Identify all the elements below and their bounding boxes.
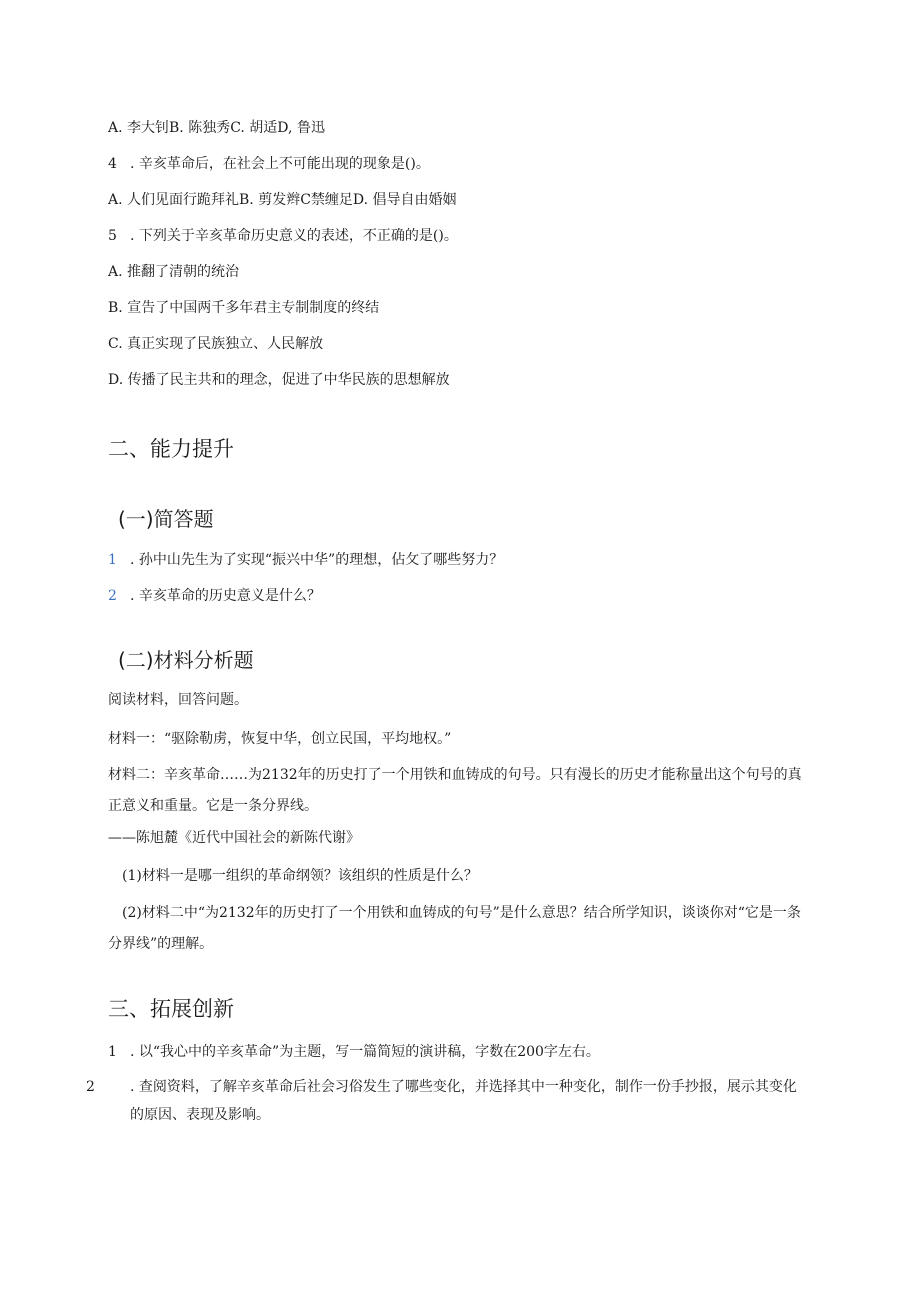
extension-task-1 bbox=[108, 1042, 600, 1062]
question-number: 2 bbox=[108, 588, 117, 604]
question-text: . 孙中山先生为了实现“振兴中华”的理想，佔攵了哪些努力？ bbox=[130, 552, 504, 568]
task-number: 1 bbox=[108, 1044, 117, 1060]
task-text: . 查阅资料，了解辛亥革命后社会习俗发生了哪些变化，并选择其中一种变化，制作一份手抄报，展示其变化的原因、表现及影响。 bbox=[130, 1079, 797, 1123]
short-answer-question-1 bbox=[108, 550, 503, 570]
extension-task-2 bbox=[86, 1073, 808, 1129]
section-heading-extension: 三、拓展创新 bbox=[108, 997, 234, 1021]
question-text: . 辛亥革命后，在社会上不可能出现的现象是()。 bbox=[130, 156, 430, 172]
q4-options: A. 人们见面行跪拜礼B. 剪发辫C禁缠足D. 倡导自由婚姻 bbox=[108, 192, 457, 208]
question-number: 5 bbox=[108, 228, 117, 244]
subsection-heading-material-analysis: (二)材料分析题 bbox=[118, 648, 254, 672]
section-heading-ability: 二、能力提升 bbox=[108, 437, 234, 461]
q5-option-a: A. 推翻了清朝的统治 bbox=[108, 264, 240, 280]
material-two: 材料二：辛亥革命……为2132年的历史打了一个用铁和血铸成的句号。只有漫长的历史才能称量出这个句号的真正意义和重量。它是一条分界线。 bbox=[108, 767, 802, 814]
material-source: ——陈旭麓《近代中国社会的新陈代谢》 bbox=[108, 830, 360, 846]
task-number: 2 bbox=[86, 1079, 95, 1095]
q5-option-c: C. 真正实现了民族独立、人民解放 bbox=[108, 336, 324, 352]
question-text: . 下列关于辛亥革命历史意义的表述，不正确的是()。 bbox=[130, 228, 458, 244]
q5-option-d: D. 传播了民主共和的理念，促进了中华民族的思想解放 bbox=[108, 372, 450, 388]
question-text: . 辛亥革命的历史意义是什么？ bbox=[130, 588, 321, 604]
material-intro: 阅读材料，回答问题。 bbox=[108, 692, 248, 708]
material-one: 材料一：“驱除勒虏，恢复中华，创立民国，平均地权。” bbox=[108, 731, 452, 747]
subsection-heading-short-answer: (一)简答题 bbox=[118, 507, 214, 531]
q5-option-b: B. 宣告了中国两千多年君主专制制度的终结 bbox=[108, 300, 380, 316]
q3-options: A. 李大钊B. 陈独秀C. 胡适D, 鲁迅 bbox=[108, 120, 325, 136]
question-5 bbox=[108, 226, 458, 246]
material-question-2: (2)材料二中“为2132年的历史打了一个用铁和血铸成的句号”是什么意思？结合所学知识，谈谈你对“它是一条分界线”的理解。 bbox=[108, 905, 801, 952]
task-text: . 以“我心中的辛亥革命”为主题，写一篇简短的演讲稿，字数在200字左右。 bbox=[130, 1044, 600, 1060]
question-number: 1 bbox=[108, 552, 117, 568]
question-number: 4 bbox=[108, 156, 117, 172]
question-4 bbox=[108, 154, 430, 174]
short-answer-question-2 bbox=[108, 586, 321, 606]
material-question-1: (1)材料一是哪一组织的革命纲领？该组织的性质是什么？ bbox=[122, 868, 478, 884]
